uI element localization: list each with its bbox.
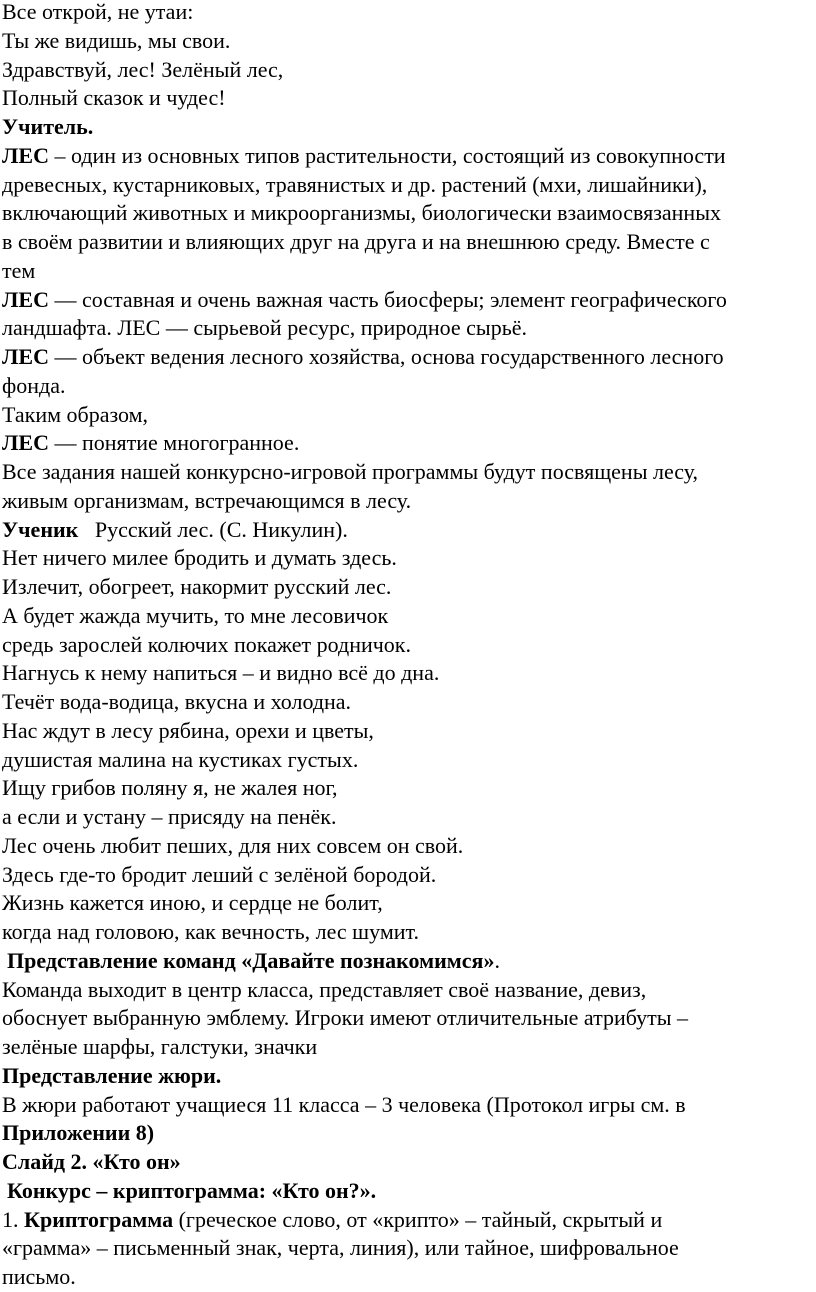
- poem-line: А будет жажда мучить, то мне лесовичок: [2, 602, 389, 628]
- poem-line: Нагнусь к нему напиться – и видно всё до дна.: [2, 660, 440, 686]
- paragraph-line: Все задания нашей конкурсно-игровой программы будут посвящены лесу,: [2, 459, 699, 484]
- heading-period: .: [494, 947, 500, 973]
- poem-line: Ищу грибов поляну я, не жалея ног,: [2, 775, 338, 801]
- definition-text: — объект ведения лесного хозяйства, основа государственного лесного: [48, 344, 724, 369]
- appendix-reference: Приложении 8): [2, 1120, 155, 1146]
- section-heading: [2, 1148, 814, 1177]
- poem-line: Излечит, обогреет, накормит русский лес.: [2, 574, 392, 599]
- section-heading: [2, 1062, 814, 1091]
- paragraph-line: в своём развитии и влияющих друг на друга и на внешнюю среду. Вместе с: [2, 229, 710, 254]
- heading-slide: Слайд 2. «Кто он»: [2, 1149, 181, 1174]
- paragraph-line: [2, 1206, 814, 1235]
- heading-jury: Представление жюри.: [2, 1062, 222, 1088]
- paragraph-line: живым организмам, встречающимся в лесу.: [2, 487, 412, 513]
- term-les: ЛЕС: [2, 142, 49, 168]
- poem-line: Ты же видишь, мы свои.: [2, 27, 231, 53]
- section-heading: [2, 947, 814, 976]
- paragraph-line: письмо.: [2, 1264, 76, 1289]
- term-les: ЛЕС: [2, 344, 49, 369]
- term-les: ЛЕС: [2, 286, 49, 312]
- definition-text: — составная и очень важная часть биосферы; элемент географического: [48, 286, 727, 312]
- poem-line: средь зарослей колючих покажет родничок.: [2, 631, 411, 657]
- paragraph-line: древесных, кустарниковых, травянистых и др. растений (мхи, лишайники),: [2, 171, 708, 197]
- speaker-heading: [2, 516, 814, 545]
- poem-line: Все открой, не утаи:: [2, 0, 194, 24]
- poem-line: Течёт вода-водица, вкусна и холодна.: [2, 689, 352, 714]
- poem-line: Здесь где-то бродит леший с зелёной бородой.: [2, 861, 437, 887]
- term-les: ЛЕС: [2, 430, 49, 456]
- poem-line: Здравствуй, лес! Зелёный лес,: [2, 56, 284, 82]
- paragraph-line: обоснует выбранную эмблему. Игроки имеют отличительные атрибуты –: [2, 1005, 689, 1031]
- speaker-heading: [2, 113, 814, 142]
- poem-line: душистая малина на кустиках густых.: [2, 746, 359, 772]
- definition-text: – один из основных типов растительности, состоящий из совокупности: [48, 142, 726, 168]
- paragraph-line: [2, 429, 814, 458]
- poem-line: а если и устану – присяду на пенёк.: [2, 804, 337, 829]
- paragraph-line: [2, 1119, 814, 1148]
- paragraph-line: В жюри работают учащиеся 11 класса – 3 человека (Протокол игры см. в: [2, 1091, 686, 1117]
- document-text: [2, 0, 814, 1292]
- poem-line: Жизнь кажется иною, и сердце не болит,: [2, 890, 383, 916]
- definition-text: — понятие многогранное.: [48, 430, 300, 456]
- paragraph-line: включающий животных и микроорганизмы, биологически взаимосвязанных: [2, 200, 721, 226]
- paragraph-line: [2, 286, 814, 315]
- paragraph-line: [2, 343, 814, 372]
- list-number: 1.: [2, 1206, 24, 1232]
- speaker-student: Ученик: [2, 516, 79, 542]
- poem-line: когда над головою, как вечность, лес шумит.: [2, 919, 419, 944]
- section-heading: [2, 1177, 814, 1206]
- paragraph-line: «грамма» – письменный знак, черта, линия), или тайное, шифровальное: [2, 1235, 679, 1261]
- paragraph-line: зелёные шарфы, галстуки, значки: [2, 1034, 318, 1059]
- heading-contest: Конкурс – криптограмма: «Кто он?».: [7, 1177, 377, 1203]
- paragraph-line: [2, 142, 814, 171]
- poem-line: Полный сказок и чудес!: [2, 85, 226, 111]
- definition-text: (греческое слово, от «крипто» – тайный, скрытый и: [173, 1206, 663, 1232]
- paragraph-line: Команда выходит в центр класса, представляет своё название, девиз,: [2, 976, 647, 1002]
- paragraph-line: тем: [2, 257, 36, 283]
- paragraph-line: Таким образом,: [2, 401, 149, 427]
- poem-line: Нет ничего милее бродить и думать здесь.: [2, 545, 397, 571]
- heading-teams: Представление команд «Давайте познакомимся»: [7, 947, 495, 973]
- term-cryptogram: Криптограмма: [24, 1206, 174, 1232]
- poem-title: Русский лес. (С. Никулин).: [78, 516, 348, 542]
- paragraph-line: ландшафта. ЛЕС — сырьевой ресурс, природное сырьё.: [2, 315, 528, 341]
- poem-line: Нас ждут в лесу рябина, орехи и цветы,: [2, 717, 374, 743]
- paragraph-line: фонда.: [2, 372, 66, 398]
- speaker-teacher: Учитель.: [2, 114, 94, 139]
- poem-line: Лес очень любит пеших, для них совсем он свой.: [2, 832, 464, 858]
